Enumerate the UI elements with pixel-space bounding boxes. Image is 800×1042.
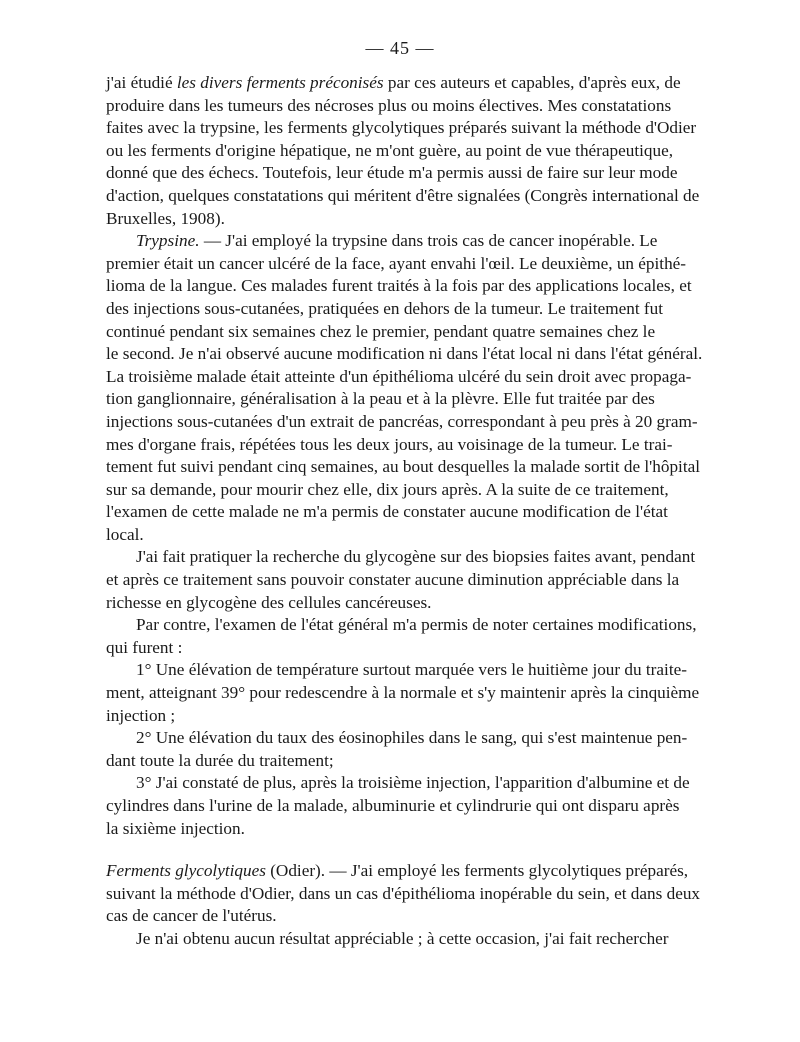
paragraph-etat-general [106,614,710,659]
text-line: mes d'organe frais, répétées tous les deux jours, au voisinage de la tumeur. Le trai- [106,434,673,454]
text-line: tement fut suivi pendant cinq semaines, au bout desquelles la malade sortit de l'hôpital [106,457,701,477]
page-number: — 45 — [365,38,435,58]
text-line: 3° J'ai constaté de plus, après la troisième injection, l'apparition d'albumine et de [136,773,690,793]
text-line: des injections sous-cutanées, pratiquées en dehors de la tumeur. Le traitement fut [106,298,663,318]
text-line: Je n'ai obtenu aucun résultat appréciable ; à cette occasion, j'ai fait rechercher [136,928,669,948]
text-line: la sixième injection. [106,818,245,838]
text-line: sur sa demande, pour mourir chez elle, dix jours après. A la suite de ce traitement, [106,479,669,499]
paragraph-resultat [106,928,710,951]
text-line: cylindres dans l'urine de la malade, albuminurie et cylindrurie qui ont disparu après [106,796,680,815]
text-line: cas de cancer de l'utérus. [106,906,277,926]
text-line: continué pendant six semaines chez le premier, pendant quatre semaines chez le [106,321,656,341]
text-line: La troisième malade était atteinte d'un épithélioma ulcéré du sein droit avec propaga- [106,366,692,386]
text-line: dant toute la durée du traitement; [106,750,334,770]
text-line: j'ai étudié les divers ferments préconisés par ces auteurs et capables, d'après eux, de [106,73,681,92]
text-line: l'examen de cette malade ne m'a permis de constater aucune modification de l'état [106,502,668,522]
text-line: donné que des échecs. Toutefois, leur étude m'a permis aussi de faire sur leur mode [106,163,678,183]
paragraph-ferments-glycolytiques [106,860,710,928]
paragraph-ferments-intro [106,72,710,230]
text-line: le second. Je n'ai observé aucune modification ni dans l'état local ni dans l'état général. [106,344,703,364]
body-text [106,72,710,951]
text-line: lioma de la langue. Ces malades furent traités à la fois par des applications locales, et [106,276,692,296]
text-line: tion ganglionnaire, généralisation à la peau et à la plèvre. Elle fut traitée par des [106,389,655,409]
text-line: 1° Une élévation de température surtout marquée vers le huitième jour du traite- [136,660,687,680]
list-item-albumine [106,772,710,840]
text-line: Bruxelles, 1908). [106,208,225,228]
text-line: suivant la méthode d'Odier, dans un cas d'épithélioma inopérable du sein, et dans deux [106,883,701,903]
list-item-temperature [106,659,710,727]
text-line: faites avec la trypsine, les ferments glycolytiques préparés suivant la méthode d'Odier [106,118,697,138]
text-line: J'ai fait pratiquer la recherche du glycogène sur des biopsies faites avant, pendant [136,547,696,567]
text-line: injection ; [106,705,176,725]
paragraph-glycogene [106,546,710,614]
section-gap [106,840,710,860]
text-line: richesse en glycogène des cellules cancéreuses. [106,592,432,612]
text-line: d'action, quelques constatations qui méritent d'être signalées (Congrès international de [106,185,700,205]
paragraph-trypsine [106,230,710,546]
text-line: ment, atteignant 39° pour redescendre à la normale et s'y maintenir après la cinquième [106,683,700,703]
list-item-eosinophiles [106,727,710,772]
text-line: ou les ferments d'origine hépatique, ne m'ont guère, au point de vue thérapeutique, [106,140,673,160]
text-line: Trypsine. — J'ai employé la trypsine dans trois cas de cancer inopérable. Le [136,231,658,251]
text-line: qui furent : [106,637,183,657]
text-line: produire dans les tumeurs des nécroses plus ou moins électives. Mes constatations [106,95,672,115]
text-line: premier était un cancer ulcéré de la face, ayant envahi l'œil. Le deuxième, un épithé- [106,253,687,273]
text-line: 2° Une élévation du taux des éosinophiles dans le sang, qui s'est maintenue pen- [136,728,688,748]
text-line: et après ce traitement sans pouvoir constater aucune diminution appréciable dans la [106,570,680,590]
text-line: injections sous-cutanées d'un extrait de pancréas, correspondant à peu près à 20 gram- [106,411,698,431]
text-line: local. [106,524,144,544]
text-line: Par contre, l'examen de l'état général m'a permis de noter certaines modifications, [136,615,697,635]
text-line: Ferments glycolytiques (Odier). — J'ai employé les ferments glycolytiques préparés, [106,861,689,881]
